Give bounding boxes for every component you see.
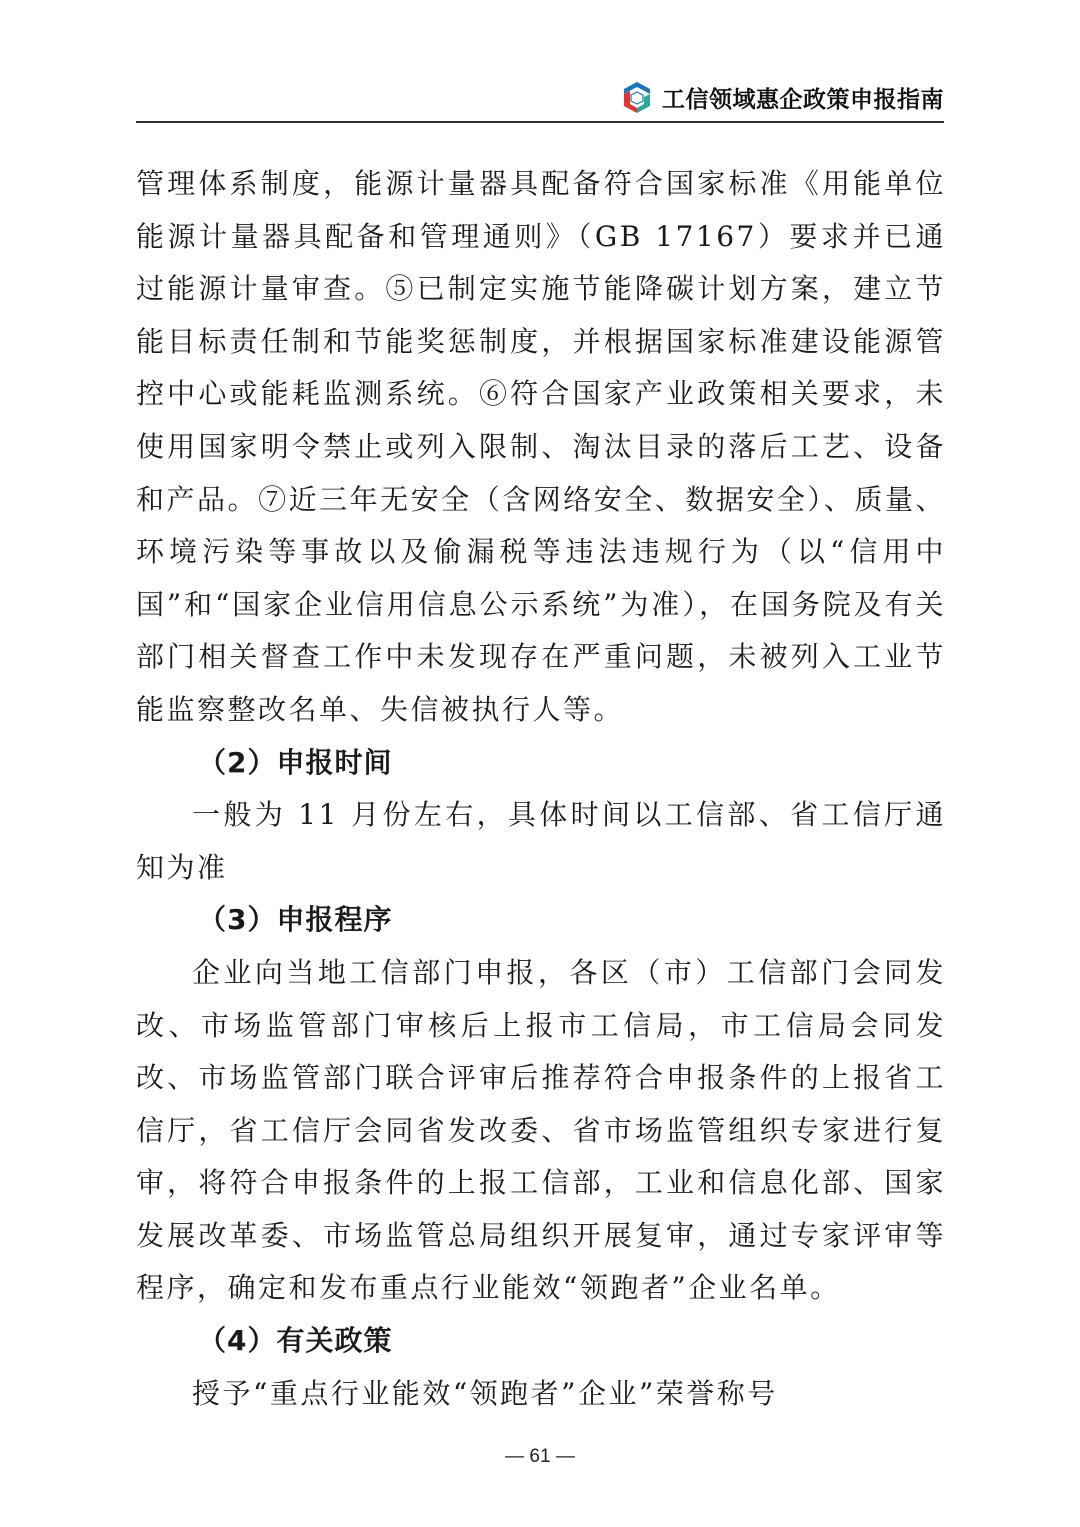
section-heading-application-time: （2）申报时间 [198,745,393,779]
paragraph-application-time: 一般为 11 月份左右，具体时间以工信部、省工信厅通知为准 [136,798,946,884]
paragraph-application-procedure: 企业向当地工信部门申报，各区（市）工信部门会同发改、市场监管部门审核后上报市工信局，市工信局会同发改、市场监管部门联合评审后推荐符合申报条件的上报省工信厅，省工信厅会同省发改委、省市场监管组织专家进行复审，将符合申报条件的上报工信部，工业和信息化部、国家发展改革委、市场监管总局组织开展复审，通过专家评审等程序，确定和发布重点行业能效“领跑者”企业名单。 [136,955,946,1305]
paragraph-criteria-continued: 管理体系制度，能源计量器具配备符合国家标准《用能单位能源计量器具配备和管理通则》（GB 17167）要求并已通过能源计量审查。⑤已制定实施节能降碳计划方案，建立节能目标责任制和节能奖惩制度，并根据国家标准建设能源管控中心或能耗监测系统。⑥符合国家产业政策相关要求，未使用国家明令禁止或列入限制、淘汰目录的落后工艺、设备和产品。⑦近三年无安全（含网络安全、数据安全）、质量、环境污染等事故以及偷漏税等违法违规行为（以“信用中国”和“国家企业信用信息公示系统”为准），在国务院及有关部门相关督查工作中未发现存在严重问题，未被列入工业节能监察整改名单、失信被执行人等。 [136,167,946,726]
page-number: — 61 — [505,1446,575,1467]
header-divider [136,121,944,123]
document-body [136,158,946,1420]
section-heading-related-policy: （4）有关政策 [198,1324,393,1358]
cube-arrows-logo-icon [620,80,654,114]
section-heading-application-procedure: （3）申报程序 [198,903,393,937]
page-header [620,74,944,120]
paragraph-related-policy: 授予“重点行业能效“领跑者”企业”荣誉称号 [192,1376,778,1410]
header-title: 工信领域惠企政策申报指南 [662,86,944,113]
